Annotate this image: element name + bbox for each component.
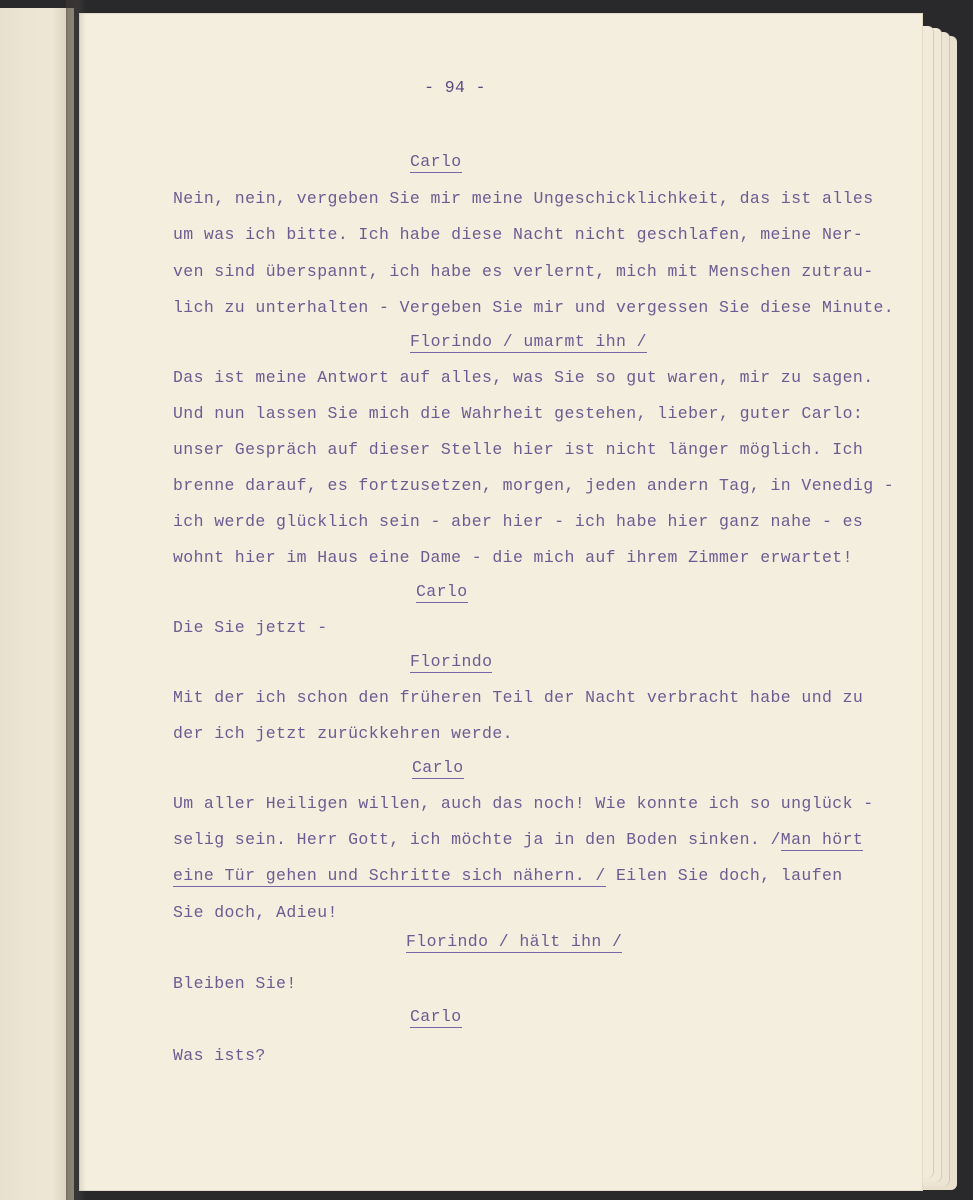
page-number: - 94 - xyxy=(424,78,486,97)
text-line: Bleiben Sie! xyxy=(173,974,297,993)
speaker-carlo: Carlo xyxy=(412,758,464,777)
text-line: Nein, nein, vergeben Sie mir meine Ungeschicklichkeit, das ist alles xyxy=(173,189,874,208)
text-line: wohnt hier im Haus eine Dame - die mich auf ihrem Zimmer erwartet! xyxy=(173,548,853,567)
speaker-florindo-stage-direction: Florindo / umarmt ihn / xyxy=(410,332,647,351)
speaker-florindo-stage-direction: Florindo / hält ihn / xyxy=(406,932,623,951)
text-line: Die Sie jetzt - xyxy=(173,618,328,637)
text-line: lich zu unterhalten - Vergeben Sie mir und vergessen Sie diese Minute. xyxy=(173,298,895,317)
speaker-carlo: Carlo xyxy=(410,152,462,171)
text-line: um was ich bitte. Ich habe diese Nacht nicht geschlafen, meine Ner- xyxy=(173,225,864,244)
speaker-florindo: Florindo xyxy=(410,652,493,671)
book-gutter-shadow xyxy=(66,0,86,1200)
text-line: ven sind überspannt, ich habe es verlernt, mich mit Menschen zutrau- xyxy=(173,262,874,281)
text-line: brenne darauf, es fortzusetzen, morgen, jeden andern Tag, in Venedig - xyxy=(173,476,895,495)
text-line-with-stage-direction: eine Tür gehen und Schritte sich nähern. / Eilen Sie doch, laufen xyxy=(173,866,843,885)
text-line: ich werde glücklich sein - aber hier - ich habe hier ganz nahe - es xyxy=(173,512,864,531)
text-line: unser Gespräch auf dieser Stelle hier ist nicht länger möglich. Ich xyxy=(173,440,864,459)
speaker-carlo: Carlo xyxy=(410,1007,462,1026)
text-line: Und nun lassen Sie mich die Wahrheit gestehen, lieber, guter Carlo: xyxy=(173,404,864,423)
text-line: Mit der ich schon den früheren Teil der Nacht verbracht habe und zu xyxy=(173,688,864,707)
text-line: Um aller Heiligen willen, auch das noch! Wie konnte ich so unglück - xyxy=(173,794,874,813)
speaker-carlo: Carlo xyxy=(416,582,468,601)
text-line-with-stage-direction: selig sein. Herr Gott, ich möchte ja in den Boden sinken. /Man hört xyxy=(173,830,864,849)
text-line: Was ists? xyxy=(173,1046,266,1065)
previous-page-edge xyxy=(0,8,74,1200)
text-line: Das ist meine Antwort auf alles, was Sie so gut waren, mir zu sagen. xyxy=(173,368,874,387)
text-line: der ich jetzt zurückkehren werde. xyxy=(173,724,513,743)
typescript-page xyxy=(80,14,922,1190)
text-line: Sie doch, Adieu! xyxy=(173,903,338,922)
